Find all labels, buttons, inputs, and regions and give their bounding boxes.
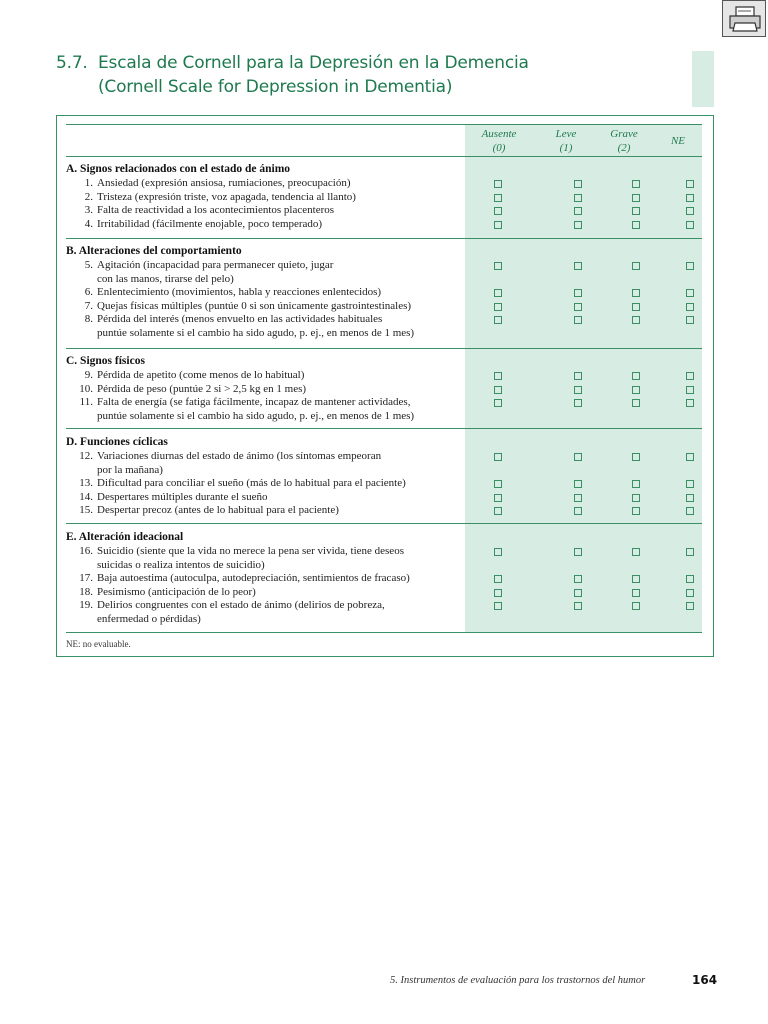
chapter-tab bbox=[692, 51, 714, 107]
scale-item bbox=[66, 259, 467, 286]
item-text bbox=[97, 204, 467, 218]
score-checkbox[interactable] bbox=[494, 399, 502, 407]
item-number: 7. bbox=[84, 299, 93, 312]
score-checkbox[interactable] bbox=[632, 316, 640, 324]
column-label: Leve bbox=[555, 128, 577, 140]
item-text bbox=[97, 313, 467, 340]
score-checkbox[interactable] bbox=[574, 386, 582, 394]
score-checkbox[interactable] bbox=[686, 262, 694, 270]
item-number: 11. bbox=[79, 396, 93, 408]
score-checkbox[interactable] bbox=[574, 480, 582, 488]
score-checkbox[interactable] bbox=[494, 289, 502, 297]
item-number: 18. bbox=[79, 585, 93, 598]
score-checkbox[interactable] bbox=[574, 316, 582, 324]
score-checkbox[interactable] bbox=[632, 180, 640, 188]
score-checkbox[interactable] bbox=[686, 386, 694, 394]
scale-item bbox=[66, 177, 467, 191]
score-checkbox[interactable] bbox=[574, 372, 582, 380]
item-text-line: Falta de energía (se fatiga fácilmente, incapaz de mantener actividades, bbox=[97, 396, 411, 408]
item-number: 19. bbox=[79, 599, 93, 611]
column-label: Ausente bbox=[481, 128, 517, 140]
section-title: E. Alteración ideacional bbox=[66, 531, 184, 543]
score-checkbox[interactable] bbox=[686, 399, 694, 407]
score-checkbox[interactable] bbox=[574, 575, 582, 583]
column-score: (0) bbox=[492, 142, 506, 154]
scale-item bbox=[66, 396, 467, 423]
item-text-line: con las manos, tirarse del pelo) bbox=[97, 272, 234, 285]
score-checkbox[interactable] bbox=[494, 453, 502, 461]
item-text bbox=[97, 259, 467, 286]
score-checkbox[interactable] bbox=[632, 480, 640, 488]
title-number: 5.7. bbox=[56, 53, 88, 73]
scale-item bbox=[66, 477, 467, 491]
item-text-line: suicidas o realiza intentos de suicidio) bbox=[97, 558, 265, 571]
item-text-line: Despertares múltiples durante el sueño bbox=[97, 490, 268, 503]
item-number: 6. bbox=[84, 286, 93, 298]
item-text-line: Enlentecimiento (movimientos, habla y reacciones enlentecidos) bbox=[97, 286, 382, 298]
scale-item bbox=[66, 218, 467, 232]
score-checkbox[interactable] bbox=[686, 480, 694, 488]
score-checkbox[interactable] bbox=[632, 372, 640, 380]
score-checkbox[interactable] bbox=[494, 602, 502, 610]
scale-item bbox=[66, 545, 467, 572]
score-checkbox[interactable] bbox=[632, 399, 640, 407]
section-title: A. Signos relacionados con el estado de ánimo bbox=[66, 163, 291, 175]
item-text-line: Variaciones diurnas del estado de ánimo (los síntomas empeoran bbox=[97, 450, 382, 462]
scale-item bbox=[66, 491, 467, 505]
item-text bbox=[97, 218, 467, 232]
score-checkbox[interactable] bbox=[632, 494, 640, 502]
score-checkbox[interactable] bbox=[494, 507, 502, 515]
score-checkbox[interactable] bbox=[632, 507, 640, 515]
item-text-line: Pérdida del interés (menos envuelto en las actividades habituales bbox=[97, 313, 383, 325]
section-title: B. Alteraciones del comportamiento bbox=[66, 245, 242, 257]
score-checkbox[interactable] bbox=[574, 589, 582, 597]
item-number: 5. bbox=[84, 259, 93, 271]
item-text-line: Pesimismo (anticipación de lo peor) bbox=[97, 585, 256, 598]
item-text-line: Pérdida de apetito (come menos de lo habitual) bbox=[97, 369, 305, 381]
table-rule bbox=[66, 238, 702, 239]
column-header bbox=[653, 134, 703, 148]
item-text-line: Irritabilidad (fácilmente enojable, poco temperado) bbox=[97, 217, 323, 230]
item-text-line: Ansiedad (expresión ansiosa, rumiaciones, preocupación) bbox=[97, 177, 351, 189]
item-text-line: Pérdida de peso (puntúe 2 si > 2,5 kg en 1 mes) bbox=[97, 382, 307, 395]
item-text bbox=[97, 383, 467, 397]
scale-item bbox=[66, 204, 467, 218]
score-checkbox[interactable] bbox=[686, 289, 694, 297]
score-checkbox[interactable] bbox=[574, 262, 582, 270]
column-label: NE bbox=[670, 135, 686, 147]
score-checkbox[interactable] bbox=[686, 548, 694, 556]
item-number: 14. bbox=[79, 490, 93, 503]
score-checkbox[interactable] bbox=[686, 372, 694, 380]
scale-item bbox=[66, 383, 467, 397]
score-checkbox[interactable] bbox=[494, 316, 502, 324]
scale-item bbox=[66, 286, 467, 300]
scale-item bbox=[66, 586, 467, 600]
item-text-line: Suicidio (siente que la vida no merece la pena ser vivida, tiene deseos bbox=[97, 545, 404, 557]
item-number: 17. bbox=[79, 572, 93, 584]
score-checkbox[interactable] bbox=[574, 602, 582, 610]
score-checkbox[interactable] bbox=[686, 575, 694, 583]
item-text-line: puntúe solamente si el cambio ha sido agudo, p. ej., en menos de 1 mes) bbox=[97, 326, 415, 339]
item-text bbox=[97, 599, 467, 626]
item-text bbox=[97, 300, 467, 314]
column-header bbox=[599, 127, 649, 155]
scale-item bbox=[66, 572, 467, 586]
item-text-line: Falta de reactividad a los acontecimientos placenteros bbox=[97, 204, 335, 216]
score-checkbox[interactable] bbox=[686, 494, 694, 502]
score-checkbox[interactable] bbox=[574, 207, 582, 215]
score-checkbox[interactable] bbox=[494, 386, 502, 394]
item-number: 3. bbox=[84, 204, 93, 216]
item-text bbox=[97, 545, 467, 572]
scale-item bbox=[66, 313, 467, 340]
score-checkbox[interactable] bbox=[632, 303, 640, 311]
score-checkbox[interactable] bbox=[574, 180, 582, 188]
score-checkbox[interactable] bbox=[494, 548, 502, 556]
item-number: 16. bbox=[79, 545, 93, 557]
score-checkbox[interactable] bbox=[632, 548, 640, 556]
item-text bbox=[97, 369, 467, 383]
score-checkbox[interactable] bbox=[494, 372, 502, 380]
page-title bbox=[56, 51, 529, 99]
score-checkbox[interactable] bbox=[632, 207, 640, 215]
section-title: C. Signos físicos bbox=[66, 355, 145, 367]
column-score: (2) bbox=[617, 142, 631, 154]
score-checkbox[interactable] bbox=[574, 399, 582, 407]
item-text bbox=[97, 396, 467, 423]
page-number: 164 bbox=[692, 973, 718, 987]
item-text bbox=[97, 586, 467, 600]
score-checkbox[interactable] bbox=[574, 221, 582, 229]
score-checkbox[interactable] bbox=[686, 453, 694, 461]
item-text bbox=[97, 504, 467, 518]
footer-text: 5. Instrumentos de evaluación para los trastornos del humor bbox=[390, 975, 646, 986]
scale-item bbox=[66, 599, 467, 626]
score-checkbox[interactable] bbox=[494, 575, 502, 583]
scale-item bbox=[66, 191, 467, 205]
scale-item bbox=[66, 504, 467, 518]
score-checkbox[interactable] bbox=[494, 194, 502, 202]
table-rule bbox=[66, 523, 702, 524]
item-number: 13. bbox=[79, 477, 93, 489]
table-rule bbox=[66, 348, 702, 349]
score-checkbox[interactable] bbox=[686, 589, 694, 597]
score-checkbox[interactable] bbox=[574, 494, 582, 502]
title-line-1: Escala de Cornell para la Depresión en la Demencia bbox=[98, 53, 529, 73]
item-text bbox=[97, 191, 467, 205]
score-checkbox[interactable] bbox=[686, 316, 694, 324]
score-checkbox[interactable] bbox=[574, 453, 582, 461]
item-number: 15. bbox=[79, 504, 93, 516]
score-checkbox[interactable] bbox=[574, 548, 582, 556]
table-rule bbox=[66, 156, 702, 157]
item-text-line: por la mañana) bbox=[97, 463, 163, 476]
score-checkbox[interactable] bbox=[494, 207, 502, 215]
printer-icon bbox=[727, 4, 763, 34]
item-number: 1. bbox=[84, 177, 93, 189]
score-checkbox[interactable] bbox=[494, 589, 502, 597]
item-text-line: enfermedad o pérdidas) bbox=[97, 612, 201, 625]
score-checkbox[interactable] bbox=[686, 207, 694, 215]
score-checkbox[interactable] bbox=[632, 194, 640, 202]
score-checkbox[interactable] bbox=[494, 221, 502, 229]
score-checkbox[interactable] bbox=[632, 221, 640, 229]
score-checkbox[interactable] bbox=[494, 303, 502, 311]
score-checkbox[interactable] bbox=[686, 602, 694, 610]
item-text bbox=[97, 286, 467, 300]
item-text bbox=[97, 177, 467, 191]
item-text bbox=[97, 450, 467, 477]
print-button[interactable] bbox=[722, 0, 766, 37]
note: NE: no evaluable. bbox=[66, 639, 131, 649]
scale-item bbox=[66, 450, 467, 477]
score-checkbox[interactable] bbox=[632, 575, 640, 583]
score-checkbox[interactable] bbox=[686, 221, 694, 229]
score-checkbox[interactable] bbox=[686, 194, 694, 202]
score-checkbox[interactable] bbox=[632, 262, 640, 270]
score-checkbox[interactable] bbox=[574, 194, 582, 202]
table-rule bbox=[66, 428, 702, 429]
score-checkbox[interactable] bbox=[632, 589, 640, 597]
score-checkbox[interactable] bbox=[686, 507, 694, 515]
item-text bbox=[97, 572, 467, 586]
item-number: 4. bbox=[84, 217, 93, 230]
item-text-line: Baja autoestima (autoculpa, autodepreciación, sentimientos de fracaso) bbox=[97, 572, 410, 584]
column-label: Grave bbox=[610, 128, 638, 140]
item-text-line: Delirios congruentes con el estado de ánimo (delirios de pobreza, bbox=[97, 599, 385, 611]
item-number: 8. bbox=[84, 313, 93, 325]
item-text-line: Tristeza (expresión triste, voz apagada, tendencia al llanto) bbox=[97, 190, 356, 203]
score-checkbox[interactable] bbox=[686, 180, 694, 188]
item-text-line: Despertar precoz (antes de lo habitual para el paciente) bbox=[97, 504, 339, 516]
table-rule bbox=[66, 124, 702, 125]
item-number: 2. bbox=[84, 190, 93, 203]
score-checkbox[interactable] bbox=[494, 180, 502, 188]
score-checkbox[interactable] bbox=[632, 602, 640, 610]
item-text-line: puntúe solamente si el cambio ha sido agudo, p. ej., en menos de 1 mes) bbox=[97, 409, 415, 422]
score-checkbox[interactable] bbox=[632, 289, 640, 297]
item-number: 9. bbox=[84, 369, 93, 381]
section-title: D. Funciones cíclicas bbox=[66, 436, 168, 448]
title-line-2: (Cornell Scale for Depression in Dementia) bbox=[98, 77, 453, 97]
item-text bbox=[97, 491, 467, 505]
scale-item bbox=[66, 369, 467, 383]
column-score: (1) bbox=[559, 142, 573, 154]
scale-item bbox=[66, 300, 467, 314]
item-text-line: Quejas físicas múltiples (puntúe 0 si son únicamente gastrointestinales) bbox=[97, 299, 412, 312]
score-checkbox[interactable] bbox=[686, 303, 694, 311]
score-checkbox[interactable] bbox=[632, 386, 640, 394]
score-checkbox[interactable] bbox=[494, 262, 502, 270]
score-checkbox[interactable] bbox=[494, 480, 502, 488]
score-checkbox[interactable] bbox=[574, 289, 582, 297]
item-number: 12. bbox=[79, 450, 93, 462]
column-header bbox=[474, 127, 524, 155]
item-text-line: Dificultad para conciliar el sueño (más de lo habitual para el paciente) bbox=[97, 477, 406, 489]
table-rule bbox=[66, 632, 702, 633]
column-header bbox=[541, 127, 591, 155]
item-number: 10. bbox=[79, 382, 93, 395]
item-text bbox=[97, 477, 467, 491]
score-checkbox[interactable] bbox=[494, 494, 502, 502]
score-checkbox[interactable] bbox=[574, 507, 582, 515]
score-checkbox[interactable] bbox=[632, 453, 640, 461]
score-checkbox[interactable] bbox=[574, 303, 582, 311]
item-text-line: Agitación (incapacidad para permanecer quieto, jugar bbox=[97, 259, 334, 271]
